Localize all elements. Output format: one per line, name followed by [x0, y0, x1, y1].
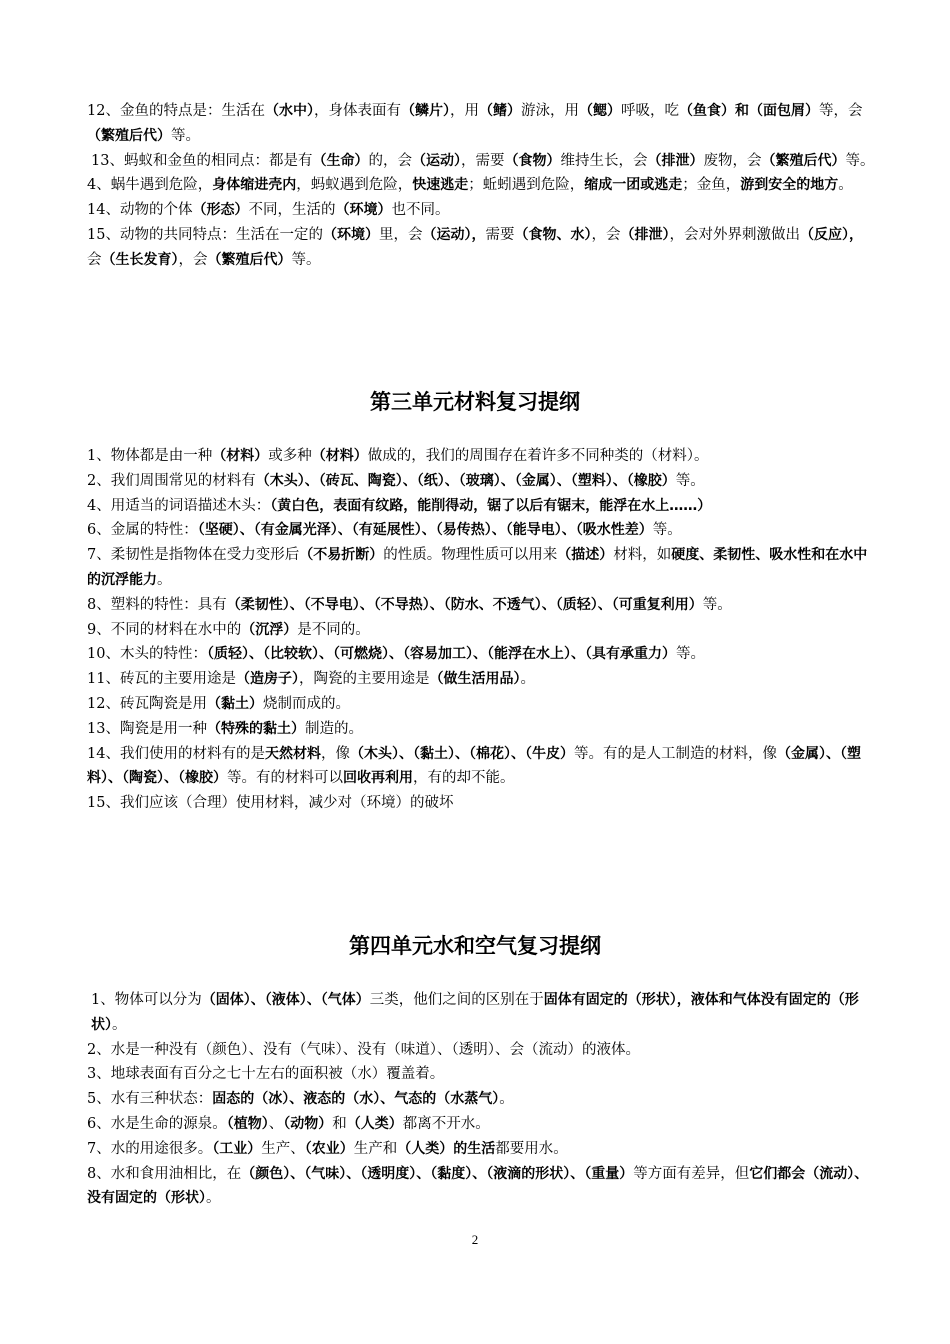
text-run: 等。 [845, 152, 875, 169]
text-run: 。 [499, 1091, 514, 1108]
text-run: ，陶瓷的主要用途是 [298, 671, 430, 688]
text-run: 都离不开水。 [402, 1115, 490, 1132]
text-run: ；金鱼， [682, 177, 741, 194]
text-run: 15、我们应该（合理）使用材料，减少对（环境）的破坏 [87, 795, 454, 812]
text-run: 2、我们周围常见的材料有 [87, 472, 256, 489]
text-run: 7、水的用途很多。 [87, 1140, 213, 1157]
outline-item [87, 1038, 879, 1063]
text-run: ，有的却不能。 [413, 770, 515, 787]
key-term: （人类）的生活 [397, 1140, 496, 1157]
key-term: （材料） [212, 448, 269, 464]
key-term: 快速逃走 [412, 177, 469, 194]
key-term: （鳍） [478, 103, 521, 119]
key-term: 天然材料 [264, 745, 321, 762]
outline-item [87, 742, 879, 792]
text-run: 等。 [291, 251, 321, 268]
unit4-title: 第四单元水和空气复习提纲 [349, 934, 601, 958]
text-run: 等。 [171, 127, 200, 144]
text-run: 等。 [675, 646, 705, 663]
key-term: （运动）， [422, 226, 486, 243]
key-term: （颜色）、（气味）、（透明度）、（黏度）、（液滴的形状）、（重量） [241, 1165, 634, 1182]
text-run: 和 [332, 1115, 347, 1132]
outline-item [87, 173, 877, 198]
outline-item [87, 642, 879, 667]
text-run: 、 [268, 1115, 284, 1132]
text-run: 需要 [485, 226, 515, 243]
text-run: 烧制而成的。 [262, 695, 350, 712]
outline-item [87, 198, 877, 223]
text-run: 里，会 [378, 226, 423, 243]
text-run: 生产、 [261, 1140, 305, 1157]
key-term: （描述） [557, 547, 614, 564]
key-term: （环境） [335, 202, 392, 219]
text-run: 6、水是生命的源泉。 [87, 1115, 227, 1132]
key-term: （排泄） [647, 152, 704, 169]
text-run: 游泳，用 [520, 103, 579, 119]
section-animals [87, 99, 877, 273]
text-run: 是不同的。 [297, 621, 370, 638]
text-run: 8、水和食用油相比，在 [87, 1165, 242, 1182]
outline-item [87, 593, 879, 618]
outline-item [87, 1137, 879, 1162]
outline-item [87, 618, 879, 643]
text-run: 也不同。 [391, 202, 450, 219]
text-run: ，用 [449, 103, 479, 119]
text-run: 5、水有三种状态： [87, 1091, 213, 1108]
text-run: 等。有的是人工制造的材料，像 [573, 745, 777, 762]
text-run: 等。有的材料可以 [227, 770, 343, 787]
key-term: （质轻）、（比较软）、（可燃烧）、（容易加工）、（能浮在水上）、（具有承重力） [206, 646, 676, 663]
text-run: 3、地球表面有百分之七十左右的面积被（水）覆盖着。 [87, 1066, 445, 1083]
outline-item [87, 1112, 879, 1137]
text-run: 。 [206, 1190, 221, 1207]
text-run: 11、砖瓦的主要用途是 [87, 671, 236, 688]
key-term: （水中） [264, 103, 314, 119]
key-term: （生命） [312, 152, 369, 169]
key-term: （繁殖后代） [87, 127, 171, 144]
key-term: 回收再利用 [343, 770, 413, 787]
text-run: ，会对外界刺激做出 [669, 226, 800, 243]
text-run: 不同，生活的 [248, 202, 336, 219]
text-run: ，像 [320, 745, 350, 762]
key-term: （鱼食）和（面包屑） [678, 103, 819, 119]
text-run: 6、金属的特性： [87, 522, 198, 539]
section-materials [87, 444, 879, 816]
section-water-air [87, 988, 879, 1211]
text-run: 8、塑料的特性：具有 [87, 596, 227, 613]
text-run: 12、金鱼的特点是：生活在 [87, 103, 265, 119]
key-term: 身体缩进壳内 [212, 177, 297, 194]
text-run: 的性质。物理性质可以用来 [383, 547, 558, 564]
text-run: 4、用适当的词语描述木头： [87, 497, 271, 514]
key-term: （反应）， [799, 226, 863, 243]
text-run: 1、物体可以分为 [91, 992, 202, 1008]
key-term: 缩成一团或逃走 [584, 177, 683, 194]
key-term: （黏土） [206, 695, 263, 712]
text-run: 。 [520, 671, 535, 688]
text-run: 2、水是一种没有（颜色）、没有（气味）、没有（味道）、（透明）、会（流动）的液体。 [87, 1041, 640, 1058]
outline-item [87, 469, 879, 494]
key-term: 固体有固定的（形状），液体和气体没有固定的（形状） [91, 992, 859, 1033]
key-term: （形态） [192, 202, 249, 219]
key-term: （食物） [504, 152, 561, 169]
outline-item [87, 223, 877, 273]
text-run: ；蚯蚓遇到危险， [468, 177, 585, 194]
text-run: 10、木头的特性： [87, 646, 207, 663]
text-run: 9、不同的材料在水中的 [87, 621, 242, 638]
key-term: （黄白色，表面有纹路，能削得动，锯了以后有锯末，能浮在水上……） [270, 497, 712, 514]
text-run: 14、动物的个体 [87, 202, 193, 219]
key-term: （鳃） [578, 103, 621, 119]
key-term: （木头）、（砖瓦、陶瓷）、（纸）、（玻璃）、（金属）、（塑料）、（橡胶） [255, 472, 676, 489]
outline-item [87, 692, 879, 717]
text-run: 15、动物的共同特点：生活在一定的 [87, 226, 323, 243]
outline-item [87, 1087, 879, 1112]
text-run: ，身体表面有 [313, 103, 401, 119]
key-term: （沉浮） [241, 621, 298, 638]
key-term: （固体）、（液体）、（气体） [201, 992, 370, 1008]
key-term: （特殊的黏土） [206, 720, 305, 737]
key-term: （做生活用品） [429, 671, 521, 688]
outline-item [87, 1162, 879, 1212]
text-run: 1、物体都是由一种 [87, 448, 213, 464]
key-term: （工业） [212, 1140, 262, 1157]
key-term: （繁殖后代） [207, 251, 292, 268]
outline-item [87, 444, 879, 469]
text-run: 三类，他们之间的区别在于 [369, 992, 544, 1008]
outline-item [87, 667, 879, 692]
key-term: （运动） [411, 152, 461, 169]
text-run: 。 [112, 1016, 127, 1033]
key-term: （排泄） [620, 226, 670, 243]
outline-item [87, 717, 879, 742]
key-term: （植物） [226, 1115, 269, 1132]
outline-item [87, 543, 879, 593]
key-term: （柔韧性）、（不导电）、（不导热）、（防水、不透气）、（质轻）、（可重复利用） [226, 596, 703, 613]
outline-item [87, 791, 879, 816]
key-term: （环境） [322, 226, 379, 243]
text-run: 的，会 [368, 152, 412, 169]
unit3-title: 第三单元材料复习提纲 [370, 390, 580, 414]
key-term: （造房子） [235, 671, 299, 688]
key-term: （鳞片） [400, 103, 450, 119]
outline-item [87, 99, 877, 149]
text-run: 维持生长，会 [560, 152, 648, 169]
key-term: （动物） [283, 1115, 333, 1132]
text-run: 13、陶瓷是用一种 [87, 720, 207, 737]
text-run: 等。 [702, 596, 732, 613]
key-term: （材料） [311, 448, 368, 464]
text-run: 废物，会 [703, 152, 762, 169]
text-run: 呼吸，吃 [620, 103, 679, 119]
text-run: 13、蚂蚁和金鱼的相同点：都是有 [91, 152, 313, 169]
text-run: 。 [838, 177, 853, 194]
key-term: （农业） [304, 1140, 354, 1157]
text-run: 7、柔韧性是指物体在受力变形后 [87, 547, 300, 564]
text-run: 14、我们使用的材料有的是 [87, 745, 265, 762]
key-term: （木头）、（黏土）、（棉花）、（牛皮） [349, 745, 574, 762]
outline-item [87, 149, 877, 174]
text-run: 等方面有差异，但 [633, 1165, 750, 1182]
text-run: 等。 [652, 522, 682, 539]
text-run: 等，会 [818, 103, 863, 119]
text-run: ，蚂蚁遇到危险， [296, 177, 413, 194]
outline-item [87, 988, 879, 1038]
text-run: 4、蜗牛遇到危险， [87, 177, 213, 194]
key-term: （不易折断） [299, 547, 384, 564]
text-run: ，需要 [460, 152, 505, 169]
text-run: 会 [87, 251, 102, 268]
key-term: 硬度、柔韧性、吸水性和在水中的沉浮能力 [87, 547, 868, 588]
text-run: 。 [157, 571, 172, 588]
key-term: （金属）、（塑料）、（陶瓷）、（橡胶） [87, 745, 861, 787]
key-term: 它们都会（流动）、没有固定的（形状） [87, 1165, 869, 1207]
key-term: 固态的（冰）、液态的（水）、气态的（水蒸气） [212, 1091, 500, 1108]
text-run: 制造的。 [304, 720, 363, 737]
key-term: （人类） [346, 1115, 403, 1132]
text-run: ，会 [178, 251, 208, 268]
key-term: （食物、水） [514, 226, 592, 243]
text-run: 或多种 [268, 448, 312, 464]
outline-item [87, 1062, 879, 1087]
text-run: ，会 [591, 226, 621, 243]
page-number: 2 [471, 1232, 479, 1247]
key-term: 游到安全的地方 [740, 177, 839, 194]
outline-item [87, 494, 879, 519]
text-run: 12、砖瓦陶瓷是用 [87, 695, 207, 712]
key-term: （繁殖后代） [761, 152, 846, 169]
key-term: （生长发育） [101, 251, 179, 268]
text-run: 生产和 [353, 1140, 398, 1157]
outline-item [87, 518, 879, 543]
text-run: 等。 [675, 472, 705, 489]
text-run: 都要用水。 [495, 1140, 568, 1157]
text-run: 材料，如 [613, 547, 672, 564]
key-term: （坚硬）、（有金属光泽）、（有延展性）、（易传热）、（能导电）、（吸水性差） [197, 522, 653, 539]
text-run: 做成的，我们的周围存在着许多不同种类的（材料）。 [367, 448, 709, 464]
